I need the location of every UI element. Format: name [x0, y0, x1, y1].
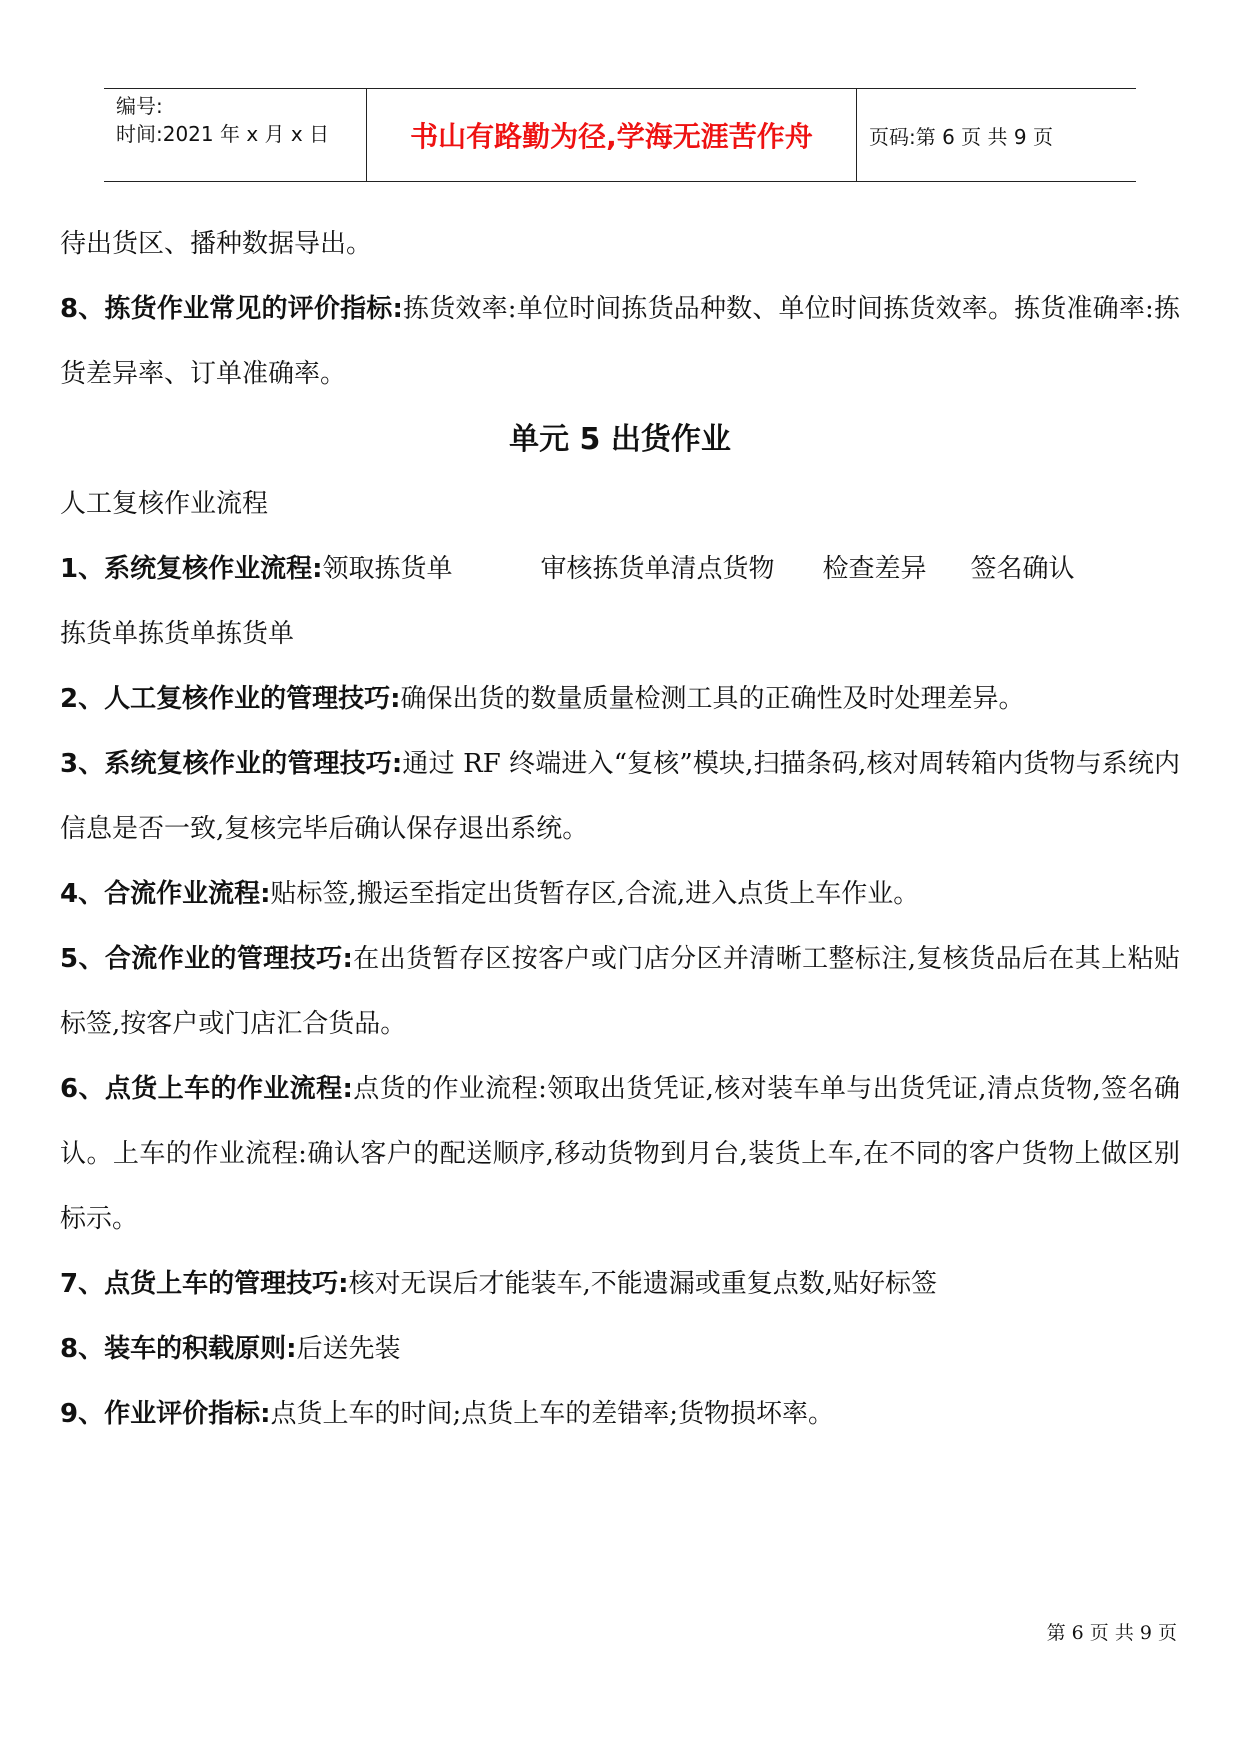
item-text: 确保出货的数量质量检测工具的正确性及时处理差异。: [400, 684, 1025, 714]
item-text: 通过 RF 终端进入“复核”模块,扫描条码,核对周转箱内货物与系统内信息是否一致,复核完毕后确认保存退出系统。: [60, 749, 1180, 844]
section-subhead: 人工复核作业流程: [60, 489, 269, 519]
flow-step-3: 检查差异: [822, 554, 927, 584]
header-number: 编号:: [116, 94, 163, 118]
header-page-number: 页码:第 6 页 共 9 页: [869, 124, 1053, 149]
item-label: 4、合流作业流程:: [60, 879, 271, 909]
paragraph-item8-pick: [60, 277, 1180, 407]
paragraph-item2: [60, 667, 1180, 732]
paragraph-item6: [60, 1057, 1180, 1252]
paragraph-item5: [60, 927, 1180, 1057]
header-meta: [104, 89, 367, 181]
item-text: 拣货效率:单位时间拣货品种数、单位时间拣货效率。拣货准确率:拣货差异率、订单准确率。: [60, 294, 1180, 389]
header-time: 时间:2021 年 x 月 x 日: [116, 122, 330, 146]
flow-step-4: 签名确认: [970, 554, 1075, 584]
paragraph-item4: [60, 862, 1180, 927]
paragraph-continued: 待出货区、播种数据导出。: [60, 229, 373, 259]
item-label: 6、点货上车的作业流程:: [60, 1074, 353, 1104]
paragraph-item8: [60, 1317, 1180, 1382]
paragraph-item3: [60, 732, 1180, 862]
header-motto: 书山有路勤为径,学海无涯苦作舟: [367, 89, 857, 181]
item-label: 8、装车的积载原则:: [60, 1334, 297, 1364]
item-label: 1、系统复核作业流程:: [60, 554, 323, 584]
unit-title: 单元 5 出货作业: [509, 422, 731, 457]
item-text: 后送先装: [296, 1334, 401, 1364]
item-label: 8、拣货作业常见的评价指标:: [60, 294, 403, 324]
item-label: 2、人工复核作业的管理技巧:: [60, 684, 401, 714]
item-label: 5、合流作业的管理技巧:: [60, 944, 353, 974]
flow-steps: [60, 537, 1180, 602]
item-text: 点货上车的时间;点货上车的差错率;货物损坏率。: [270, 1399, 835, 1429]
page-header: [104, 88, 1136, 182]
paragraph-item1: [60, 537, 1180, 667]
paragraph-item7: [60, 1252, 1180, 1317]
item-text: 核对无误后才能装车,不能遗漏或重复点数,贴好标签: [348, 1269, 938, 1299]
item-text: 在出货暂存区按客户或门店分区并清晰工整标注,复核货品后在其上粘贴标签,按客户或门店汇合货品。: [60, 944, 1180, 1039]
flow-tail: 拣货单拣货单拣货单: [60, 619, 295, 649]
item-label: 3、系统复核作业的管理技巧:: [60, 749, 403, 779]
document-body: [60, 212, 1180, 1447]
item-text: 贴标签,搬运至指定出货暂存区,合流,进入点货上车作业。: [270, 879, 920, 909]
flow-step-1: 领取拣货单: [322, 554, 453, 584]
item-label: 9、作业评价指标:: [60, 1399, 271, 1429]
flow-step-2: 审核拣货单清点货物: [540, 554, 775, 584]
item-label: 7、点货上车的管理技巧:: [60, 1269, 349, 1299]
item-text: 点货的作业流程:领取出货凭证,核对装车单与出货凭证,清点货物,签名确认。上车的作业流程:确认客户的配送顺序,移动货物到月台,装货上车,在不同的客户货物上做区别标示。: [60, 1074, 1180, 1234]
page-footer: 第 6 页 共 9 页: [1046, 1622, 1177, 1644]
paragraph-item9: [60, 1382, 1180, 1447]
